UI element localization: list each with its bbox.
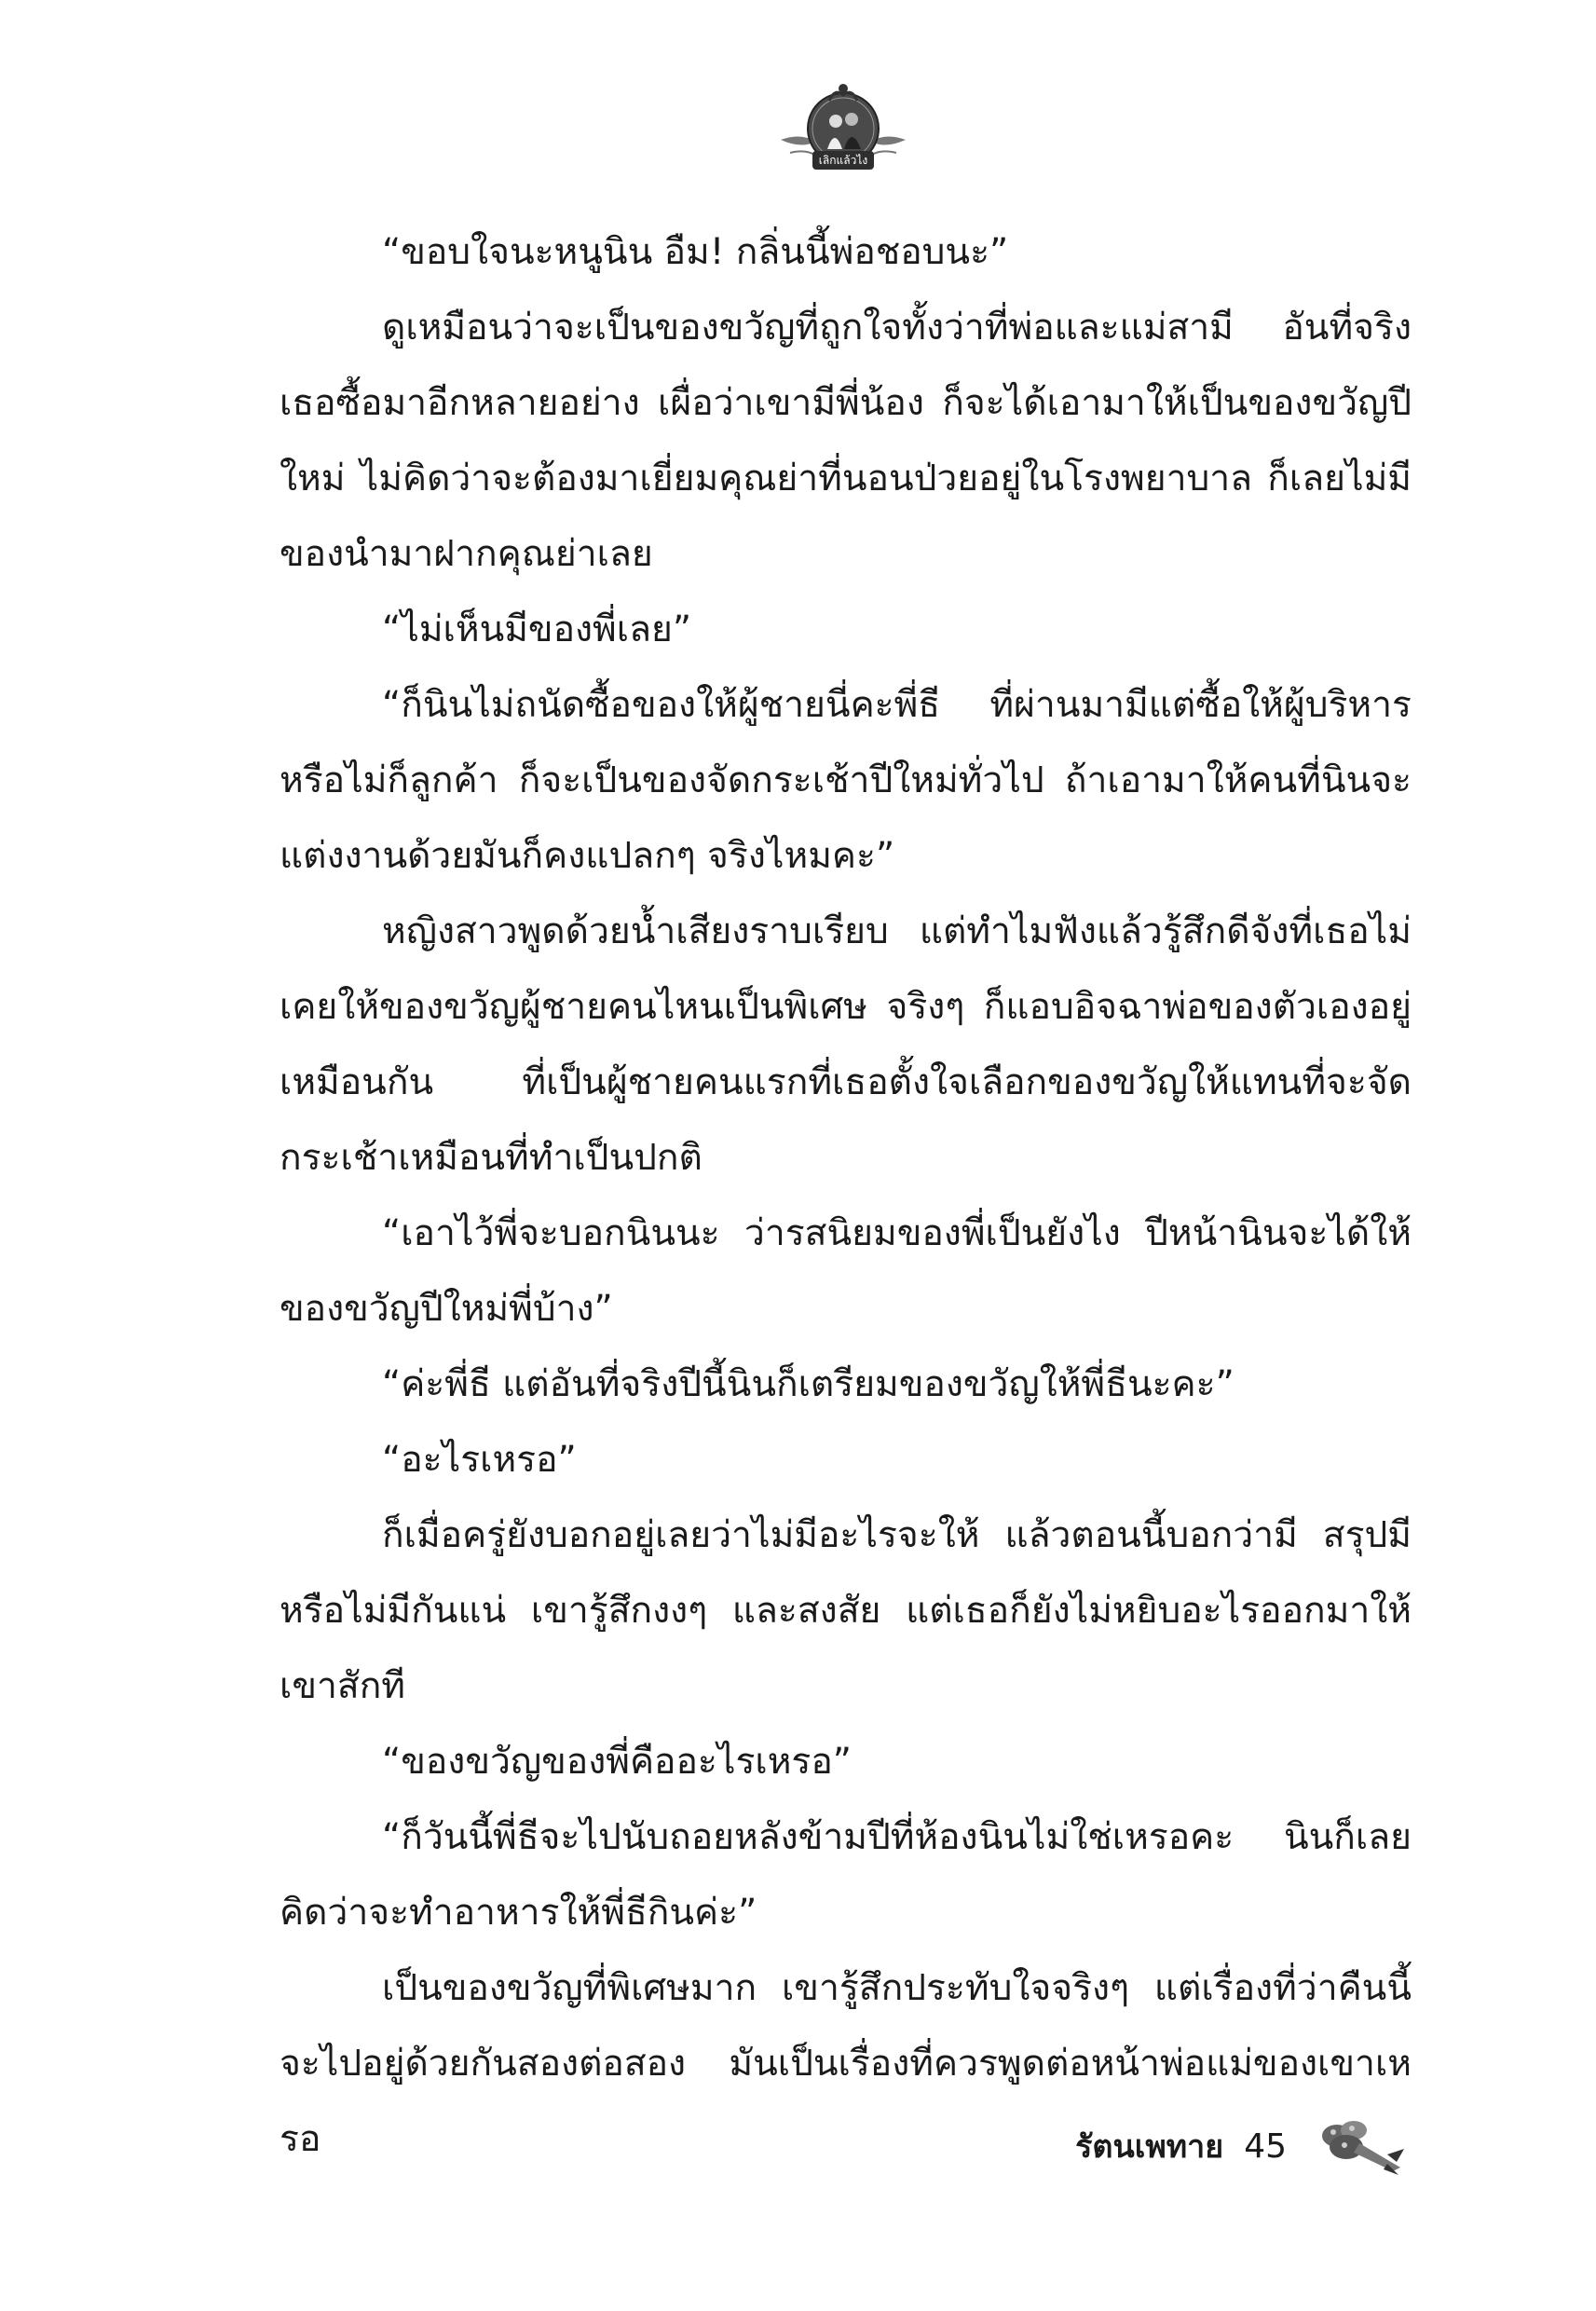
paragraph: “ก็วันนี้พี่ธีจะไปนับถอยหลังข้ามปีที่ห้องนินไม่ใช่เหรอคะ นินก็เลยคิดว่าจะทำอาหารให้พี่ธีกินค่ะ” xyxy=(280,1816,1412,1934)
emblem-text: เลิกแล้วไง xyxy=(818,154,868,167)
flower-bouquet-icon xyxy=(1307,2115,1410,2177)
paragraph: “ก็นินไม่ถนัดซื้อของให้ผู้ชายนี่คะพี่ธี ที่ผ่านมามีแต่ซื้อให้ผู้บริหารหรือไม่ก็ลูกค้า ก็จะเป็นของจัดกระเช้าปีใหม่ทั่วไป ถ้าเอามาให้คนที่นินจะแต่งงานด้วยมันก็คงแปลกๆ จริงไหมคะ” xyxy=(280,684,1412,877)
paragraph: ก็เมื่อครู่ยังบอกอยู่เลยว่าไม่มีอะไรจะให้ แล้วตอนนี้บอกว่ามี สรุปมีหรือไม่มีกันแน่ เขารู้สึกงงๆ และสงสัย แต่เธอก็ยังไม่หยิบอะไรออกมาให้เขาสักที xyxy=(280,1514,1412,1707)
story-body xyxy=(280,214,1412,2177)
page-number: 45 xyxy=(1244,2126,1287,2166)
paragraph: หญิงสาวพูดด้วยน้ำเสียงราบเรียบ แต่ทำไมฟังแล้วรู้สึกดีจังที่เธอไม่เคยให้ของขวัญผู้ชายคนไหนเป็นพิเศษ จริงๆ ก็แอบอิจฉาพ่อของตัวเองอยู่เหมือนกัน ที่เป็นผู้ชายคนแรกที่เธอตั้งใจเลือกของขวัญให้แทนที่จะจัดกระเช้าเหมือนที่ทำเป็นปกติ xyxy=(280,910,1412,1179)
paragraph: “ขอบใจนะหนูนิน อืม! กลิ่นนี้พ่อชอบนะ” xyxy=(382,231,1009,273)
paragraph: “ไม่เห็นมีของพี่เลย” xyxy=(382,609,692,650)
page-footer xyxy=(1075,2115,1410,2177)
paragraph: เป็นของขวัญที่พิเศษมาก เขารู้สึกประทับใจจริงๆ แต่เรื่องที่ว่าคืนนี้จะไปอยู่ด้วยกันสองต่อสอง มันเป็นเรื่องที่ควรพูดต่อหน้าพ่อแม่ของเขาเหรอ xyxy=(280,1967,1412,2160)
paragraph: “ค่ะพี่ธี แต่อันที่จริงปีนี้นินก็เตรียมของขวัญให้พี่ธีนะคะ” xyxy=(382,1363,1235,1405)
header-emblem xyxy=(773,75,913,177)
paragraph: ดูเหมือนว่าจะเป็นของขวัญที่ถูกใจทั้งว่าที่พ่อและแม่สามี อันที่จริงเธอซื้อมาอีกหลายอย่าง เผื่อว่าเขามีพี่น้อง ก็จะได้เอามาให้เป็นของขวัญปีใหม่ ไม่คิดว่าจะต้องมาเยี่ยมคุณย่าที่นอนป่วยอยู่ในโรงพยาบาล ก็เลยไม่มีของนำมาฝากคุณย่าเลย xyxy=(280,307,1412,575)
paragraph: “ของขวัญของพี่คืออะไรเหรอ” xyxy=(382,1741,853,1783)
paragraph: “อะไรเหรอ” xyxy=(382,1439,577,1481)
book-title: รัตนเพทาย xyxy=(1075,2128,1224,2166)
paragraph: “เอาไว้พี่จะบอกนินนะ ว่ารสนิยมของพี่เป็นยังไง ปีหน้านินจะได้ให้ของขวัญปีใหม่พี่บ้าง” xyxy=(280,1212,1412,1330)
